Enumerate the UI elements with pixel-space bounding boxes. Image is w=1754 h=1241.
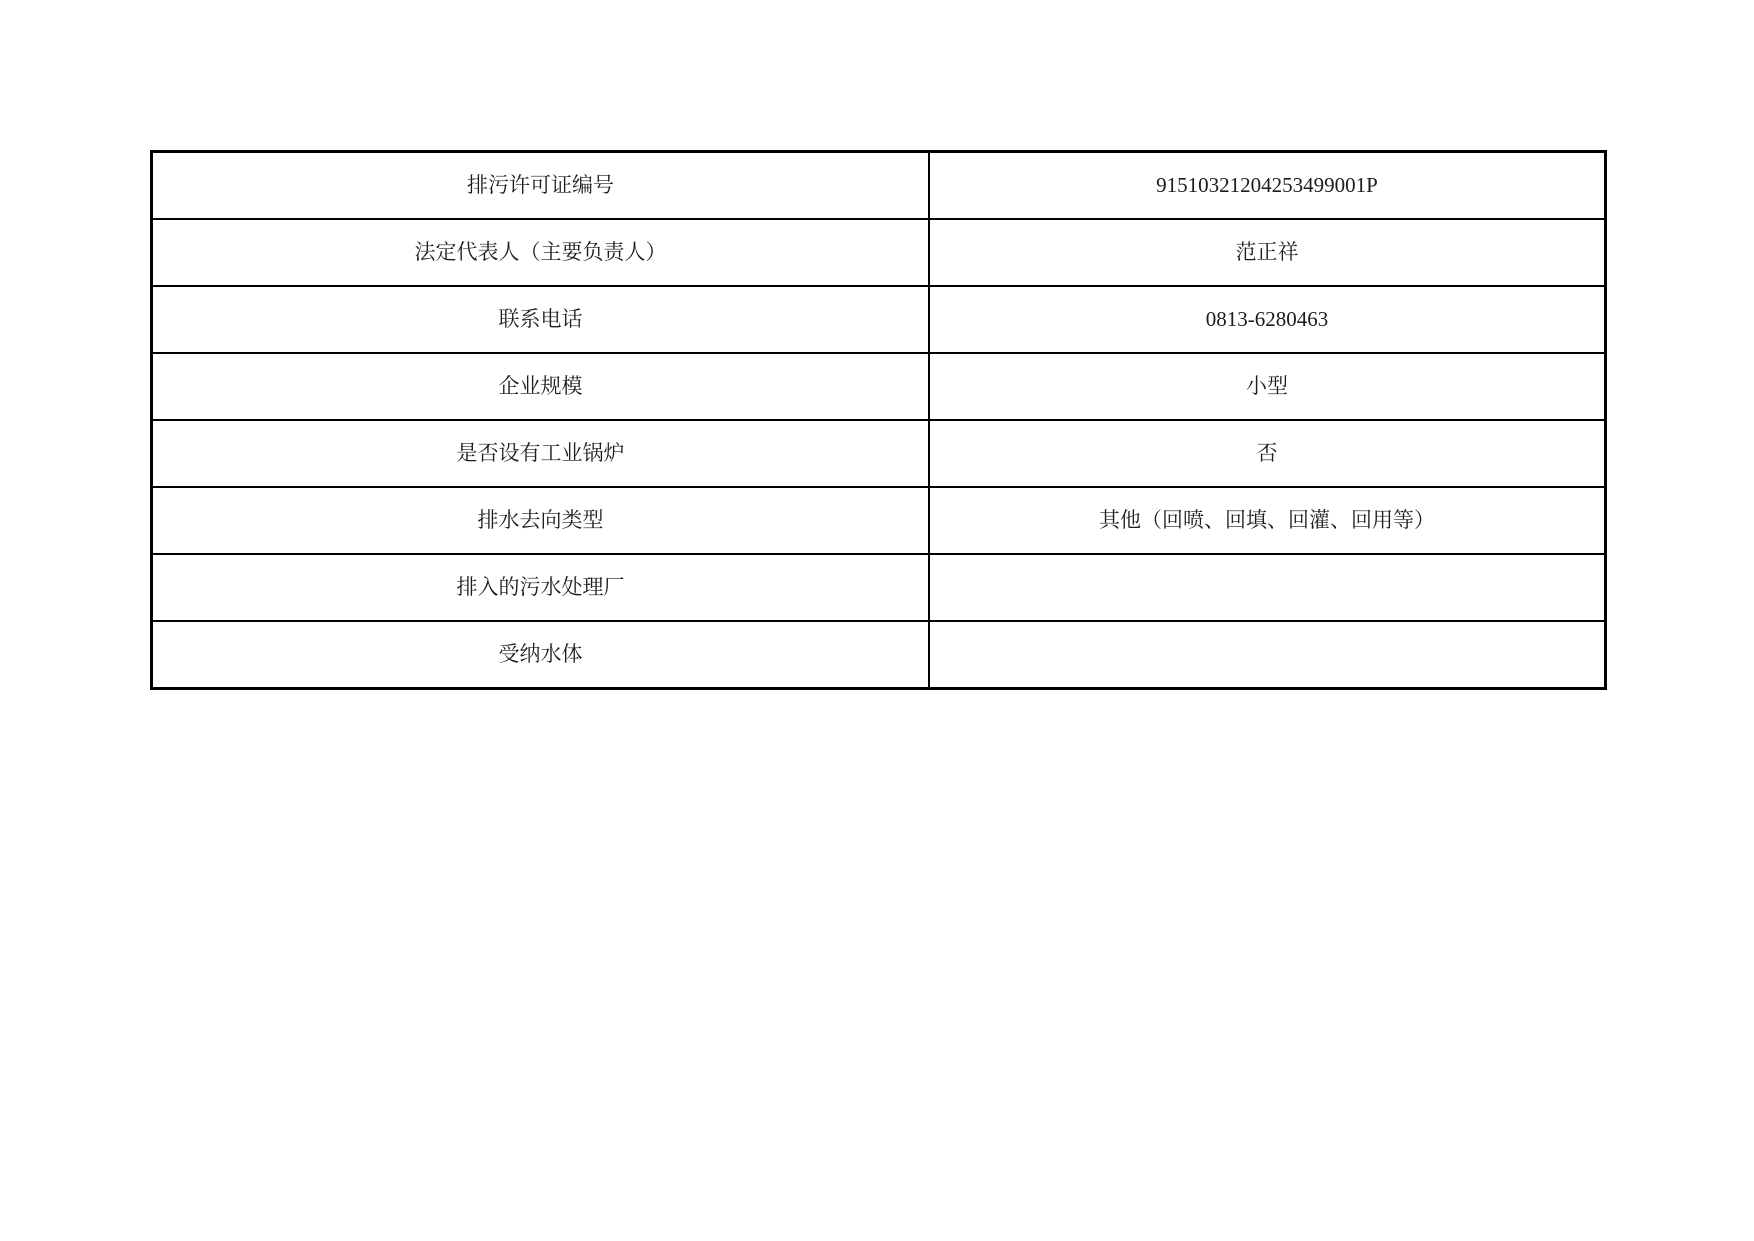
value-cell: 范正祥 (929, 219, 1606, 286)
permit-info-table (150, 150, 1607, 690)
value-cell (929, 554, 1606, 621)
value-cell: 91510321204253499001P (929, 152, 1606, 220)
label-cell: 联系电话 (152, 286, 930, 353)
value-cell: 其他（回喷、回填、回灌、回用等） (929, 487, 1606, 554)
table-row-drainage-destination-type (152, 487, 1606, 554)
label-cell: 排入的污水处理厂 (152, 554, 930, 621)
label-cell: 是否设有工业锅炉 (152, 420, 930, 487)
table-row-sewage-treatment-plant (152, 554, 1606, 621)
label-cell: 企业规模 (152, 353, 930, 420)
value-cell: 小型 (929, 353, 1606, 420)
table-row-industrial-boiler (152, 420, 1606, 487)
value-cell: 否 (929, 420, 1606, 487)
table-row-receiving-water-body (152, 621, 1606, 689)
table-row-contact-phone (152, 286, 1606, 353)
label-cell: 排水去向类型 (152, 487, 930, 554)
table-row-permit-number (152, 152, 1606, 220)
label-cell: 排污许可证编号 (152, 152, 930, 220)
label-cell: 法定代表人（主要负责人） (152, 219, 930, 286)
label-cell: 受纳水体 (152, 621, 930, 689)
value-cell (929, 621, 1606, 689)
table-row-legal-representative (152, 219, 1606, 286)
value-cell: 0813-6280463 (929, 286, 1606, 353)
table-row-enterprise-scale (152, 353, 1606, 420)
